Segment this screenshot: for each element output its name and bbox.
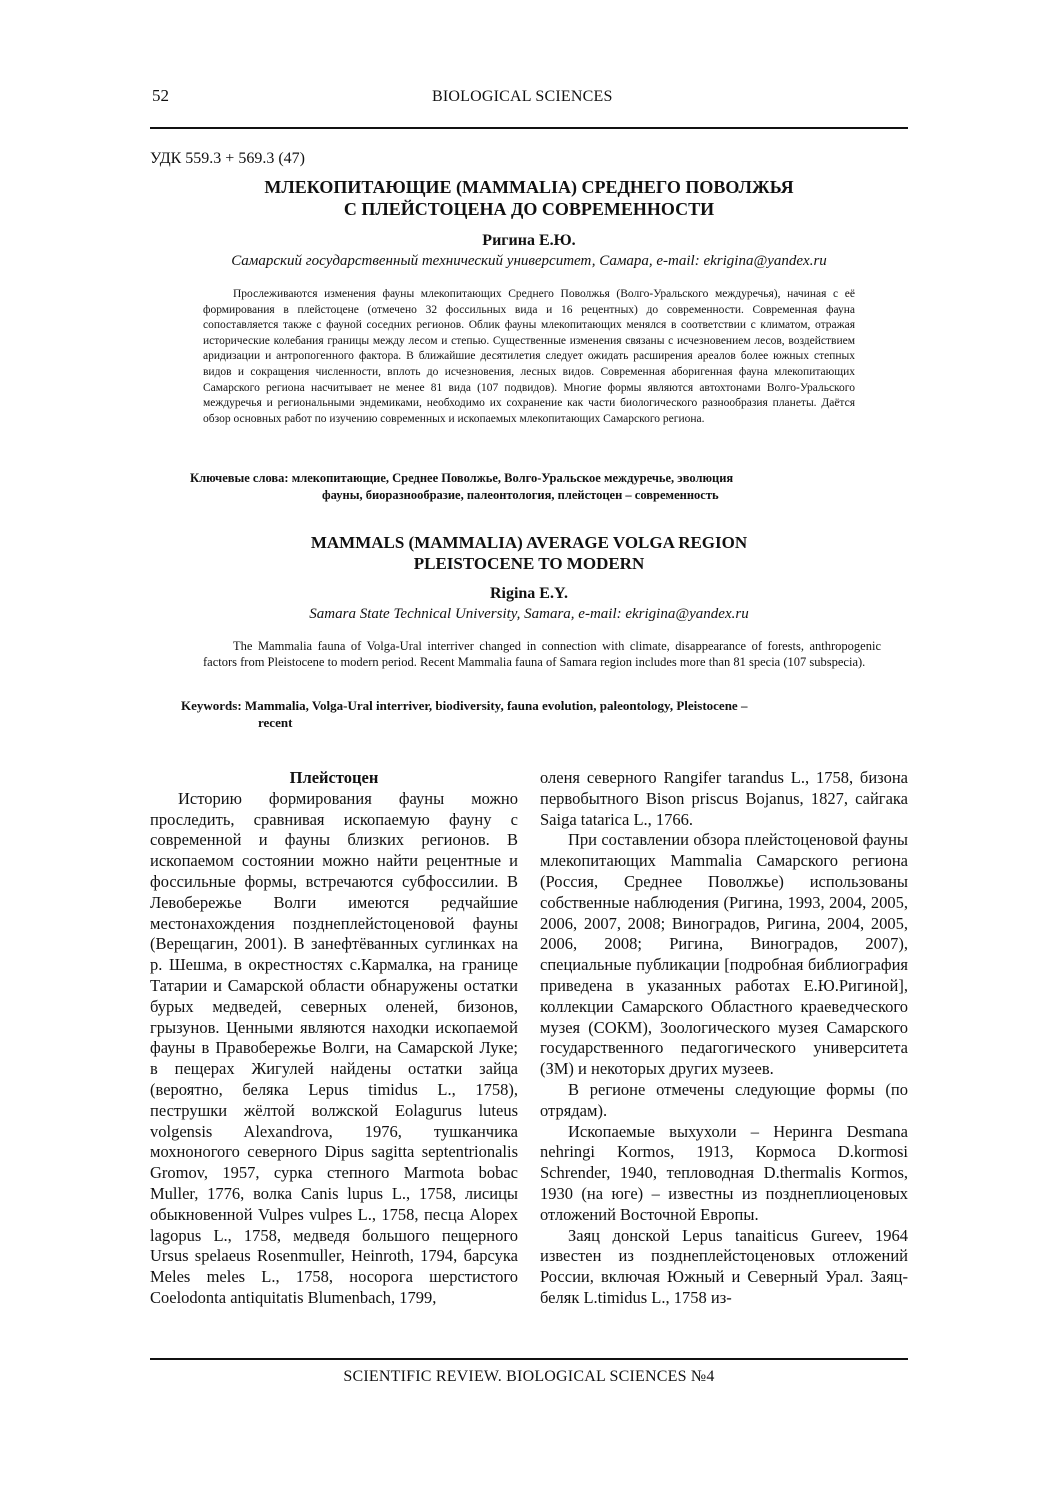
body-paragraph: Ископаемые выхухоли – Неринга Desmana nehringi Kormos, 1913, Кормоса D.kormosi Schrender, 1940, тепловодная D.thermalis Kormos, 1930 (на юге) – известны из позднеплиоценовых отложений Восточной Европы.	[540, 1121, 908, 1224]
keywords-english	[181, 697, 881, 731]
keywords-russian	[190, 470, 886, 504]
keywords-english-line-1: Mammalia, Volga-Ural interriver, biodiversity, fauna evolution, paleontology, Pleistocene –	[244, 698, 748, 713]
author-russian: Ригина Е.Ю.	[482, 232, 576, 249]
page-number: 52	[152, 86, 169, 105]
keywords-russian-line-1: млекопитающие, Среднее Поволжье, Волго-Уральское междуречье, эволюция	[291, 471, 734, 485]
keywords-english-line-2: recent	[258, 715, 293, 730]
title-russian	[150, 176, 908, 220]
abstract-russian: Прослеживаются изменения фауны млекопитающих Среднего Поволжья (Волго-Уральского междуречья), начиная с её формирования в плейстоцене (отмечено 32 фоссильных вида и 16 рецентных) до современности. Современная фауна сопоставляется также с фауной соседних регионов. Облик фауны млекопитающих менялся в соответствии с климатом, отражая исторические колебания границы между лесом и степью. Существенные изменения связаны с исчезновением лесов, воздействием аридизации и антропогенного фактора. В ближайшие десятилетия следует ожидать расширения ареалов более южных степных видов и сокращения численности, вплоть до исчезновения, лесных видов. Современная аборигенная фауна млекопитающих Самарского региона насчитывает не менее 81 вида (107 подвидов). Многие формы являются автохтонами Волго-Уральского междуречья и региональными эндемиками, необходимо их сохранение как части биологического разнообразия планеты. Даётся обзор основных работ по изучению современных и ископаемых млекопитающих Самарского региона.	[203, 288, 855, 425]
title-english	[150, 532, 908, 574]
body-right-column	[540, 768, 908, 1309]
running-header: BIOLOGICAL SCIENCES	[432, 88, 613, 105]
keywords-russian-label: Ключевые слова:	[190, 471, 289, 485]
author-english: Rigina E.Y.	[489, 585, 569, 602]
running-footer: SCIENTIFIC REVIEW. BIOLOGICAL SCIENCES №4	[343, 1368, 715, 1385]
title-english-line-1: MAMMALS (MAMMALIA) AVERAGE VOLGA REGION	[310, 533, 748, 552]
footer-rule	[150, 1358, 908, 1360]
body-paragraph: Заяц донской Lepus tanaiticus Gureev, 1964 известен из позднеплейстоценовых отложений России, включая Южный и Северный Урал. Заяц-беляк L.timidus L., 1758 из-	[540, 1225, 908, 1307]
udk-code: УДК 559.3 + 569.3 (47)	[150, 150, 305, 167]
keywords-english-label: Keywords:	[181, 698, 242, 713]
affiliation-english: Samara State Technical University, Samara, e-mail: ekrigina@yandex.ru	[309, 606, 749, 622]
keywords-russian-line-2: фауны, биоразнообразие, палеонтология, плейстоцен – современность	[322, 488, 719, 502]
body-paragraph: Историю формирования фауны можно проследить, сравнивая ископаемую фауну с современной и фауны близких регионов. В ископаемом состоянии можно найти рецентные и фоссильные формы, встречаются субфоссилии. В Левобережье Волги имеются редчайшие местонахождения позднеплейстоценовой фауны (Верещагин, 2001). В занефтёванных суглинках на р. Шешма, в окрестностях с.Кармалка, на границе Татарии и Самарской области обнаружены остатки бурых медведей, северных оленей, бизонов, грызунов. Ценными являются находки ископаемой фауны в Правобережье Волги, на Самарской Луке; в пещерах Жигулей найдены остатки зайца (вероятно, беляка Lepus timidus L., 1758), пеструшки жёлтой волжской Eolagurus luteus volgensis Alexandrova, 1976, тушканчика мохноногого северного Dipus sagitta septentrionalis Gromov, 1957, сурка степного Marmota bobac Muller, 1776, волка Canis lupus L., 1758, лисицы обыкновенной Vulpes vulpes L., 1758, песца Alopex lagopus L., 1758, медведя большого пещерного Ursus spelaeus Rosenmuller, Heinroth, 1794, барсука Meles meles L., 1758, носорога шерстистого Coelodonta antiquitatis Blumenbach, 1799,	[150, 788, 518, 1307]
section-title: Плейстоцен	[289, 768, 379, 787]
body-paragraph: При составлении обзора плейстоценовой фауны млекопитающих Mammalia Самарского региона (Россия, Среднее Поволжье) использованы собственные наблюдения (Ригина, 1993, 2004, 2005, 2006, 2007, 2008; Виноградов, Ригина, 2004, 2005, 2006, 2008; Ригина, Виноградов, 2007), специальные публикации [подробная библиография приведена в указанных работах Е.Ю.Ригиной], коллекции Самарского Областного краеведческого музея (СОКМ), Зоологического музея Самарского государственного педагогического университета (ЗМ) и некоторых других музеев.	[540, 830, 908, 1079]
body-paragraph: оленя северного Rangifer tarandus L., 1758, бизона первобытного Bison priscus Bojanus, 1827, сайгака Saiga tatarica L., 1766.	[540, 768, 908, 829]
affiliation-russian: Самарский государственный технический университет, Самара, e-mail: ekrigina@yandex.ru	[231, 253, 827, 269]
title-russian-line-2: С ПЛЕЙСТОЦЕНА ДО СОВРЕМЕННОСТИ	[343, 199, 715, 219]
body-left-column	[150, 768, 518, 1309]
title-english-line-2: PLEISTOCENE TO MODERN	[413, 554, 645, 573]
abstract-english: The Mammalia fauna of Volga-Ural interriver changed in connection with climate, disappearance of forests, anthropogenic factors from Pleistocene to modern period. Recent Mammalia fauna of Samara region includes more than 81 specia (107 subspecia).	[203, 639, 881, 669]
body-paragraph: В регионе отмечены следующие формы (по отрядам).	[540, 1079, 908, 1120]
title-russian-line-1: МЛЕКОПИТАЮЩИЕ (MAMMALIA) СРЕДНЕГО ПОВОЛЖЬЯ	[264, 177, 794, 197]
header-rule	[150, 127, 908, 129]
